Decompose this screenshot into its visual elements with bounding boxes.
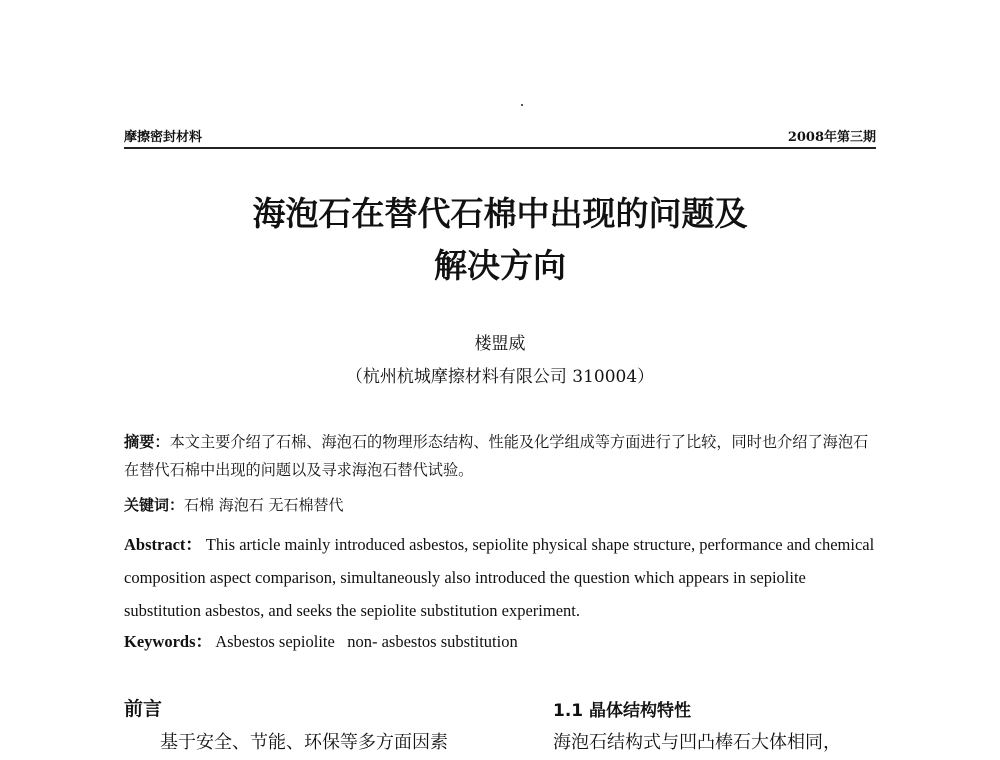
journal-name: 摩擦密封材料 bbox=[124, 130, 203, 145]
paper-title bbox=[150, 188, 850, 292]
title-line-2: 解决方向 bbox=[434, 246, 566, 285]
abstract-cn bbox=[124, 428, 876, 484]
abstract-cn-text: 本文主要介绍了石棉、海泡石的物理形态结构、性能及化学组成等方面进行了比较，同时也介绍了海泡石在替代石棉中出现的问题以及寻求海泡石替代试验。 bbox=[124, 433, 869, 479]
keywords-en-label: Keywords： bbox=[124, 632, 212, 651]
preface-paragraph: 基于安全、节能、环保等多方面因素 bbox=[160, 732, 448, 753]
keywords-en-text: Asbestos sepiolite non- asbestos substitution bbox=[215, 632, 518, 651]
keywords-en bbox=[124, 628, 876, 652]
crystal-structure-paragraph: 海泡石结构式与凹凸棒石大体相同， bbox=[553, 732, 841, 753]
header-rule bbox=[124, 147, 876, 149]
keywords-cn-text: 石棉 海泡石 无石棉替代 bbox=[184, 496, 344, 514]
author-affiliation: （杭州杭城摩擦材料有限公司 310004） bbox=[345, 367, 655, 387]
keywords-cn bbox=[124, 494, 876, 515]
issue-number: 2008年第三期 bbox=[787, 130, 876, 145]
section-heading-crystal-structure: 1.1 晶体结构特性 bbox=[553, 701, 692, 721]
keywords-cn-label: 关键词： bbox=[124, 496, 185, 514]
section-heading-preface: 前言 bbox=[124, 698, 163, 720]
running-header bbox=[124, 124, 876, 146]
author-name: 楼盟威 bbox=[474, 334, 526, 354]
scan-dot bbox=[521, 104, 523, 106]
abstract-en bbox=[124, 528, 876, 627]
title-line-1: 海泡石在替代石棉中出现的问题及 bbox=[252, 194, 748, 233]
abstract-en-text: This article mainly introduced asbestos, sepiolite physical shape structure, performance and chemical composition aspect comparison, simultaneously also introduced the question which appears in sepiolite substitution asbestos, and seeks the sepiolite substitution experiment. bbox=[124, 535, 875, 620]
abstract-en-label: Abstract： bbox=[124, 535, 202, 554]
abstract-cn-label: 摘要： bbox=[124, 433, 170, 451]
